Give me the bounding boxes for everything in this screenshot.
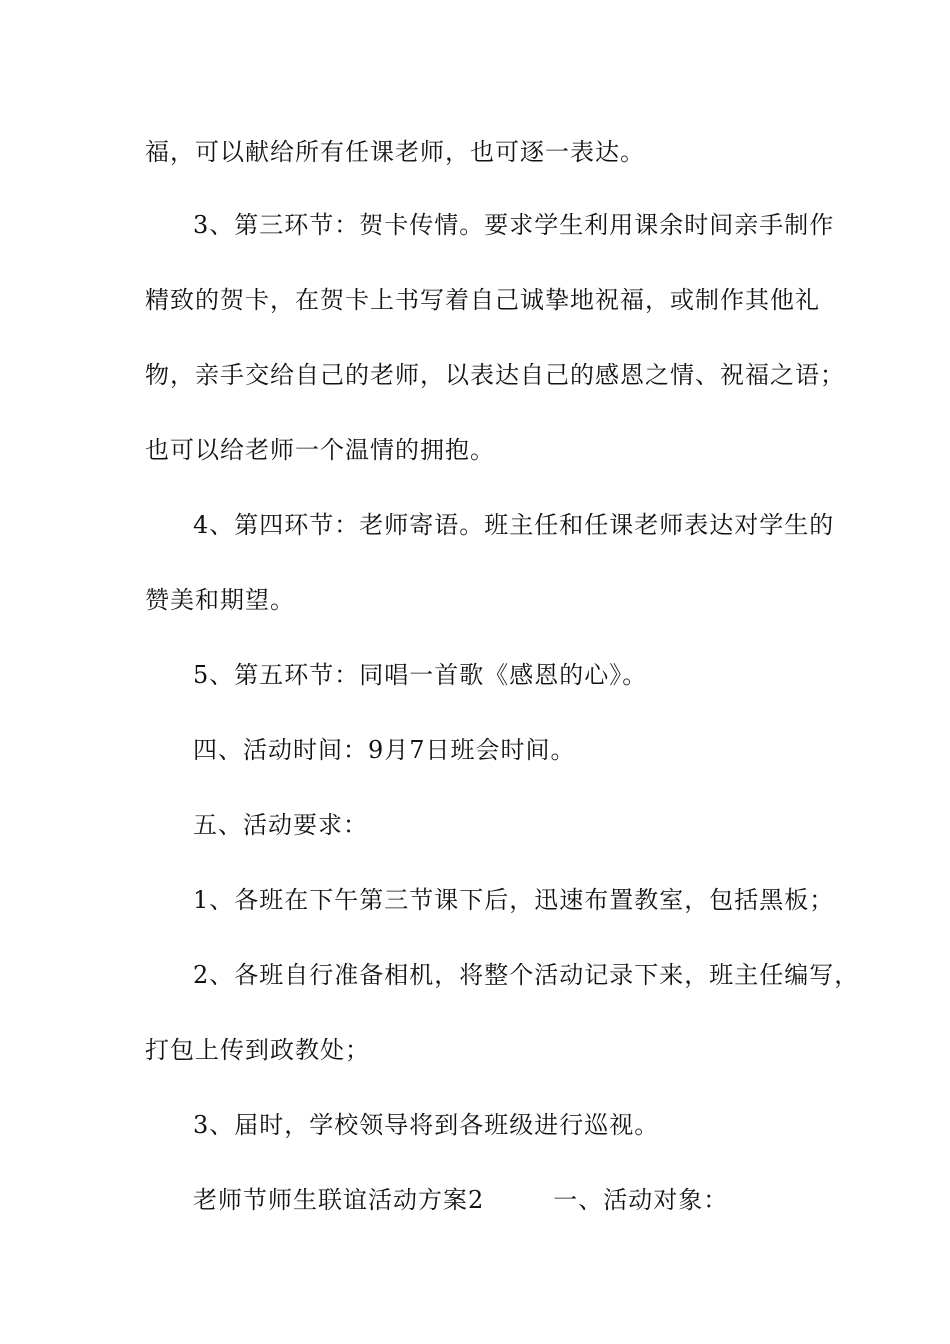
text-line: 四、活动时间：9月7日班会时间。 <box>193 736 576 764</box>
text-line: 赞美和期望。 <box>145 586 295 614</box>
text-line: 打包上传到政教处； <box>145 1036 370 1064</box>
text-line: 精致的贺卡，在贺卡上书写着自己诚挚地祝福，或制作其他礼 <box>145 286 820 314</box>
text-line: 2、各班自行准备相机，将整个活动记录下来，班主任编写， <box>193 961 860 989</box>
text-line: 物，亲手交给自己的老师，以表达自己的感恩之情、祝福之语； <box>145 361 845 389</box>
text-line: 5、第五环节：同唱一首歌《感恩的心》。 <box>193 661 648 689</box>
text-line: 3、届时，学校领导将到各班级进行巡视。 <box>193 1111 660 1139</box>
text-line: 福，可以献给所有任课老师，也可逐一表达。 <box>145 138 645 166</box>
text-line: 五、活动要求： <box>193 811 368 839</box>
text-line: 也可以给老师一个温情的拥抱。 <box>145 436 495 464</box>
text-line: 老师节师生联谊活动方案2 一、活动对象： <box>193 1186 729 1214</box>
text-line: 1、各班在下午第三节课下后，迅速布置教室，包括黑板； <box>193 886 835 914</box>
text-line: 4、第四环节：老师寄语。班主任和任课老师表达对学生的 <box>193 511 835 539</box>
text-line: 3、第三环节：贺卡传情。要求学生利用课余时间亲手制作 <box>193 211 835 239</box>
